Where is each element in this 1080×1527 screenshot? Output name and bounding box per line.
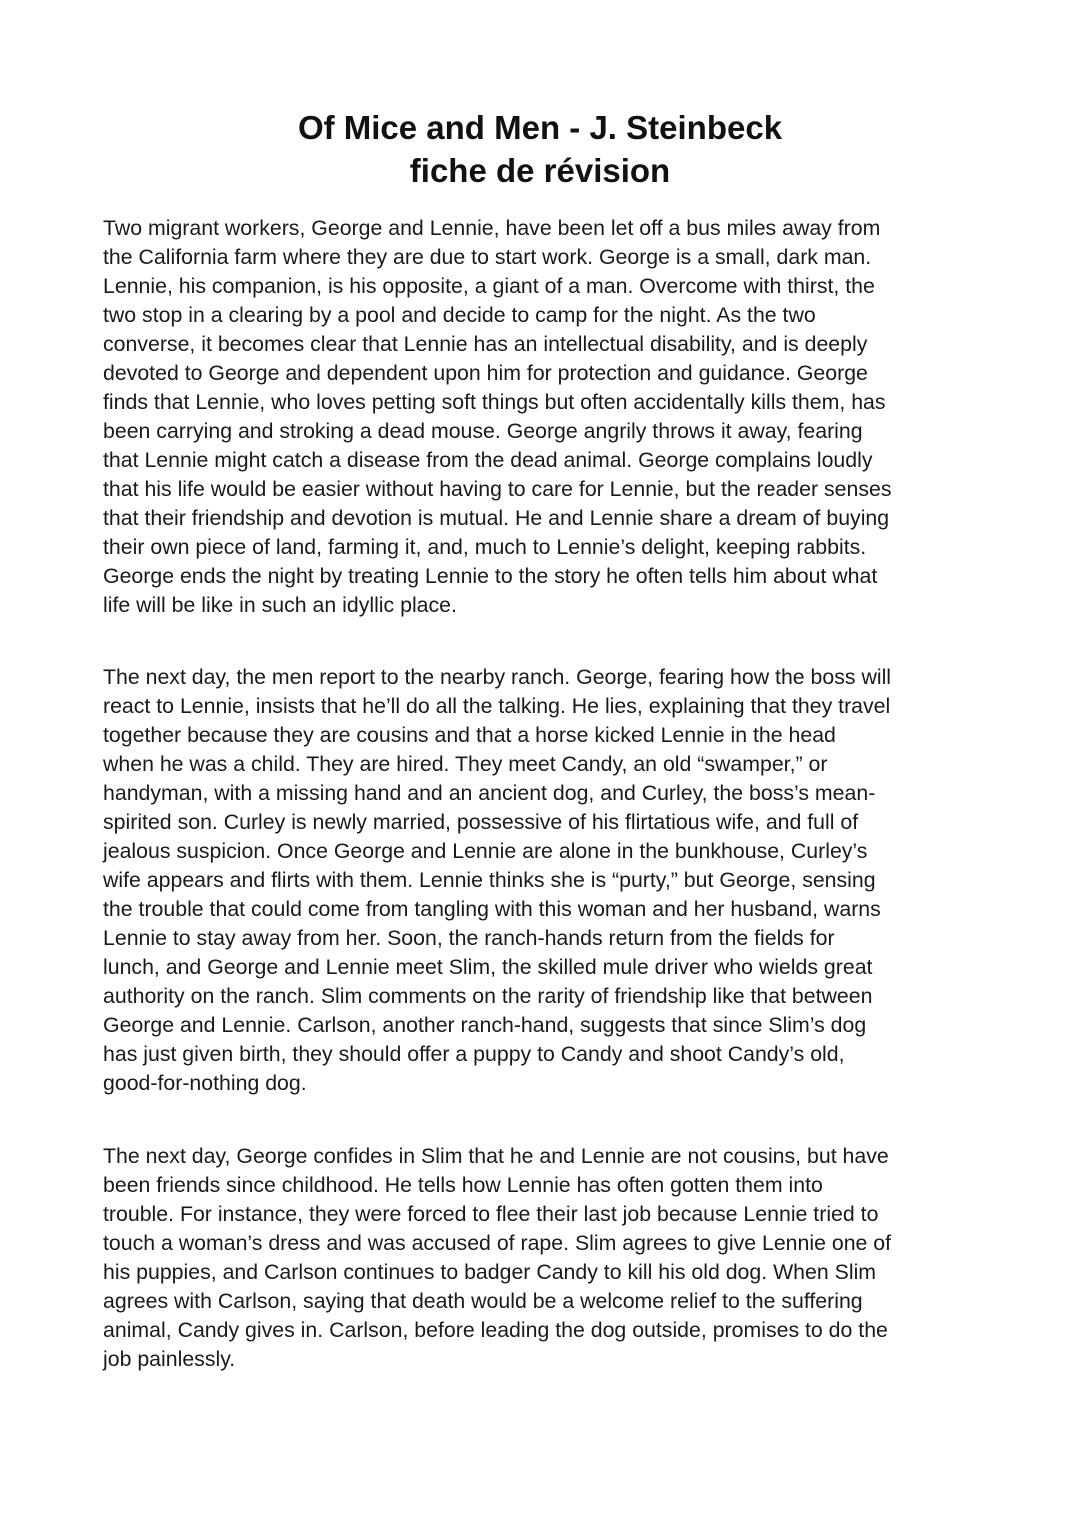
- paragraph-line: Two migrant workers, George and Lennie, have been let off a bus miles away from: [103, 216, 881, 240]
- page-title: [0, 106, 1080, 192]
- paragraph-line: lunch, and George and Lennie meet Slim, the skilled mule driver who wields great: [103, 955, 873, 979]
- paragraph-3: [103, 1142, 983, 1374]
- paragraph-line: the trouble that could come from tangling with this woman and her husband, warns: [103, 897, 881, 921]
- paragraph-line: handyman, with a missing hand and an ancient dog, and Curley, the boss’s mean-: [103, 781, 876, 805]
- paragraph-line: devoted to George and dependent upon him for protection and guidance. George: [103, 361, 868, 385]
- paragraph-line: been carrying and stroking a dead mouse. George angrily throws it away, fearing: [103, 419, 863, 443]
- paragraph-line: The next day, the men report to the nearby ranch. George, fearing how the boss will: [103, 665, 892, 689]
- paragraph-line: agrees with Carlson, saying that death would be a welcome relief to the suffering: [103, 1289, 863, 1313]
- paragraph-line: that his life would be easier without having to care for Lennie, but the reader senses: [103, 477, 892, 501]
- paragraph-line: George and Lennie. Carlson, another ranch-hand, suggests that since Slim’s dog: [103, 1013, 867, 1037]
- paragraph-line: trouble. For instance, they were forced to flee their last job because Lennie tried to: [103, 1202, 879, 1226]
- paragraph-line: when he was a child. They are hired. They meet Candy, an old “swamper,” or: [103, 752, 828, 776]
- paragraph-line: The next day, George confides in Slim that he and Lennie are not cousins, but have: [103, 1144, 889, 1168]
- paragraph-line: Lennie to stay away from her. Soon, the ranch-hands return from the fields for: [103, 926, 835, 950]
- paragraph-line: together because they are cousins and that a horse kicked Lennie in the head: [103, 723, 836, 747]
- paragraph-line: touch a woman’s dress and was accused of rape. Slim agrees to give Lennie one of: [103, 1231, 892, 1255]
- paragraph-line: converse, it becomes clear that Lennie has an intellectual disability, and is deeply: [103, 332, 868, 356]
- paragraph-line: react to Lennie, insists that he’ll do all the talking. He lies, explaining that they travel: [103, 694, 891, 718]
- paragraph-line: wife appears and flirts with them. Lennie thinks she is “purty,” but George, sensing: [103, 868, 876, 892]
- paragraph-line: finds that Lennie, who loves petting soft things but often accidentally kills them, has: [103, 390, 886, 414]
- paragraph-line: George ends the night by treating Lennie to the story he often tells him about what: [103, 564, 878, 588]
- paragraph-line: has just given birth, they should offer a puppy to Candy and shoot Candy’s old,: [103, 1042, 845, 1066]
- title-line-1: Of Mice and Men - J. Steinbeck: [297, 109, 783, 146]
- paragraph-line: job painlessly.: [103, 1347, 236, 1371]
- paragraph-line: two stop in a clearing by a pool and decide to camp for the night. As the two: [103, 303, 816, 327]
- paragraph-line: good-for-nothing dog.: [103, 1071, 307, 1095]
- paragraph-1: [103, 214, 983, 620]
- paragraph-line: that Lennie might catch a disease from the dead animal. George complains loudly: [103, 448, 873, 472]
- paragraph-line: Lennie, his companion, is his opposite, a giant of a man. Overcome with thirst, the: [103, 274, 875, 298]
- paragraph-line: authority on the ranch. Slim comments on the rarity of friendship like that between: [103, 984, 873, 1008]
- paragraph-line: his puppies, and Carlson continues to badger Candy to kill his old dog. When Slim: [103, 1260, 877, 1284]
- paragraph-line: their own piece of land, farming it, and, much to Lennie’s delight, keeping rabbits.: [103, 535, 867, 559]
- paragraph-2: [103, 663, 983, 1098]
- paragraph-line: life will be like in such an idyllic place.: [103, 593, 457, 617]
- title-line-2: fiche de révision: [409, 152, 671, 189]
- paragraph-line: that their friendship and devotion is mutual. He and Lennie share a dream of buying: [103, 506, 890, 530]
- paragraph-line: animal, Candy gives in. Carlson, before leading the dog outside, promises to do the: [103, 1318, 888, 1342]
- paragraph-line: been friends since childhood. He tells how Lennie has often gotten them into: [103, 1173, 823, 1197]
- paragraph-line: the California farm where they are due to start work. George is a small, dark man.: [103, 245, 872, 269]
- paragraph-line: spirited son. Curley is newly married, possessive of his flirtatious wife, and full of: [103, 810, 859, 834]
- paragraph-line: jealous suspicion. Once George and Lennie are alone in the bunkhouse, Curley’s: [103, 839, 868, 863]
